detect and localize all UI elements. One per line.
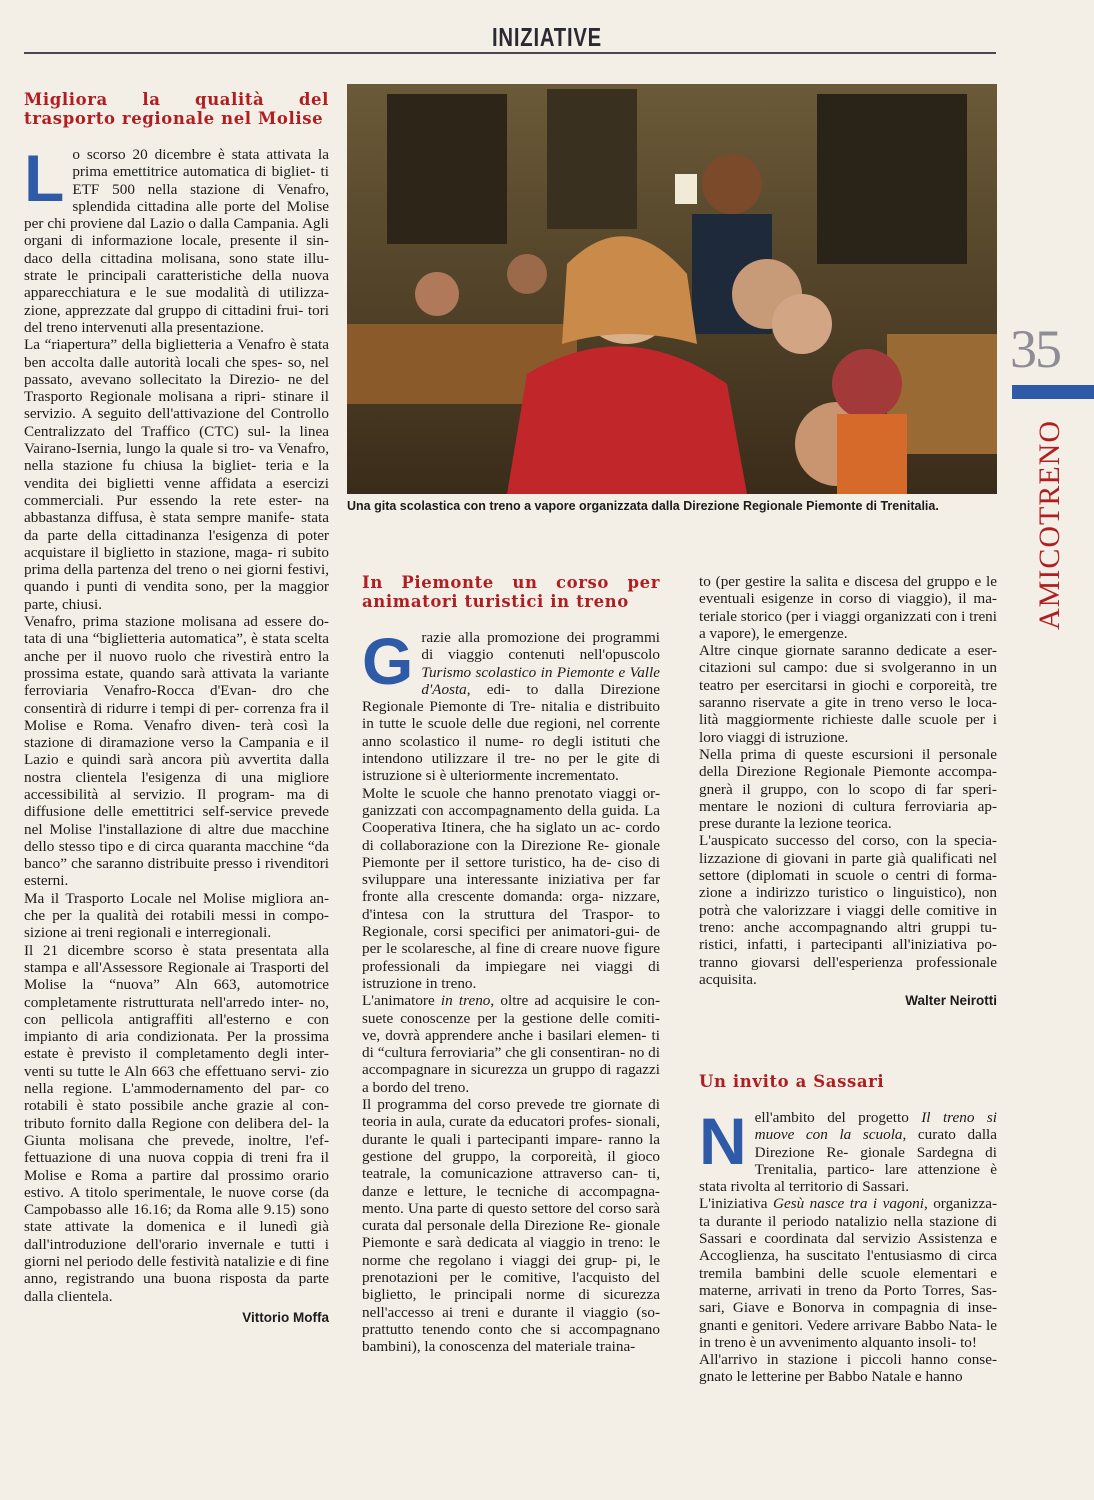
article-paragraph: Il programma del corso prevede tre giornate di teoria in aula, curate da educatori profes- sionali, durante le quali i partecipanti impare- ranno la gestione del gruppo, la corporeità, il gioco teatrale, la comunicazione attraverso can- ti, danze e letture, le tecniche di accompagna- mento. Una parte di questo settore del corso sarà curata dal personale della Direzione Re- gionale Piemonte e sarà dedicata al viaggio in treno: le norme che regolano i viaggi dei grup- pi, le prenotazioni per le comitive, l'acquisto del biglietto, le principali norme di sicurezza nell'accesso ai treni e durante il viaggio (so- prattutto tenendo conto che si accompagnano bambini), la conoscenza del materiale traina- <box>362 1096 660 1356</box>
page-number: 35 <box>1010 319 1060 379</box>
article-paragraph: Nella prima di queste escursioni il personale della Direzione Regionale Piemonte accompa- gnerà il gruppo, con lo scopo di far speri- mentare le nozioni di cultura ferroviaria ap- prese durante la lezione teorica. <box>699 745 997 833</box>
article-paragraph: Venafro, prima stazione molisana ad essere do- tata di una “biglietteria automatica”, è stata scelta anche per il nuovo ruolo che rivestirà entro la prossima estate, quando sarà attivata la variante ferroviaria Venafro-Rocca d'Evan- dro che consentirà di ridurre i tempi di per- correnza fra il Molise e Roma. Venafro diven- terà così la stazione di diramazione verso la Campania e il Lazio e quindi sarà ancora più avvertita dalla nostra clientela l'esigenza di una migliore accessibilità al servizio. Il program- ma di diffusione delle emettitrici self-service prevede nel Molise l'installazione di altre due macchine dello stesso tipo e di circa quaranta macchine “da banco” che saranno distribuite presso i rivenditori esterni. <box>24 613 329 890</box>
author-signature: Vittorio Moffa <box>242 1309 329 1325</box>
photo-caption: Una gita scolastica con treno a vapore organizzata dalla Direzione Regionale Piemonte di Trenitalia. <box>347 499 939 513</box>
article-paragraph: Ma il Trasporto Locale nel Molise migliora an- che per la qualità dei rotabili messi in compo- sizione ai treni regionali e interregionali. <box>24 889 329 942</box>
article-paragraph: L'auspicato successo del corso, con la specia- lizzazione di giovani in parte già qualificati nel settore (diplomati in scuole o centri di forma- zione a indirizzo turistico o linguistico), non potrà che valorizzare i viaggi delle comitive in treno: anche accompagnando altri gruppi tu- ristici, infatti, i partecipanti all'iniziativa po- tranno giovarsi dell'esperienza professionale acquisita. <box>699 832 997 988</box>
article-paragraph: Lo scorso 20 dicembre è stata attivata la prima emettitrice automatica di bigliet- ti ETF 500 nella stazione di Venafro, splendida cittadina alle porte del Molise per chi proviene dal Lazio o dalla Campania. Agli organi di informazione locale, presente il sin- daco della cittadina molisana, sono state illu- strate le principali caratteristiche della nuova apparecchiatura e le sue modalità di utilizza- zione, apprezzate dal gruppo di cittadini frui- tori del treno intervenuti alla presentazione. <box>24 141 329 336</box>
article-title: In Piemonte un corso per animatori turistici in treno <box>362 573 660 611</box>
article-paragraph: Nell'ambito del progetto Il treno si muove con la scuola, curato dalla Direzione Re- gionale Sardegna di Trenitalia, partico- lare attenzione è stata rivolta al territorio di Sassari. <box>699 1104 998 1196</box>
author-signature: Walter Neirotti <box>905 993 997 1009</box>
section-header: INIZIATIVE <box>492 22 602 52</box>
article-paragraph: to (per gestire la salita e discesa del gruppo e le eventuali esigenze in corso di viaggio), il ma- teriale storico (per i viaggi organizzati con i treni a vapore), le emergenze. <box>699 573 997 642</box>
article-paragraph: All'arrivo in stazione i piccoli hanno conse- gnato le letterine per Babbo Natale e hanno <box>699 1351 997 1386</box>
article-piemonte-col2 <box>699 573 997 1009</box>
article-paragraph: Grazie alla promozione dei programmi di viaggio contenuti nell'opuscolo Turismo scolastico in Piemonte e Valle d'Aosta, edi- to dalla Direzione Regionale Piemonte di Tre- nitalia e distribuito in tutte le scuole delle due regioni, nel corrente anno scolastico il nume- ro degli istituti che intendono utilizzare il tre- no per le gite di istruzione si è ulteriormente incrementato. <box>362 624 660 785</box>
drop-cap: L <box>24 141 65 215</box>
article-paragraph: Il 21 dicembre scorso è stata presentata alla stampa e all'Assessore Regionale ai Trasporti del Molise la “nuova” Aln 663, automotrice completamente ristrutturata nell'arredo inter- no, con pellicola antigraffiti all'esterno e con impianto di aria condizionata. Per la prossima estate è previsto il completamento degli inter- venti su tutte le Aln 663 che effettuano servi- zio nella regione. L'ammodernamento del par- co rotabili è stato possibile anche grazie al con- tributo fornito dalla Regione con delibera del- la Giunta molisana che prevede, inoltre, l'ef- fettuazione di una nuova coppia di treni fra il Molise e Roma a partire dal prossimo orario estivo. A titolo sperimentale, le nuove corse (da Campobasso alle 16.16; da Roma alle 9.15) sono state attivate la domenica e il lunedì già dall'introduzione dell'orario invernale e tutti i giorni nel periodo delle festività natalizie e di fine anno, registrando una buona risposta da parte dalla clientela. <box>24 941 329 1305</box>
article-sassari <box>699 1072 997 1386</box>
article-paragraph: La “riapertura” della biglietteria a Venafro è stata ben accolta dalle autorità locali che spes- so, nel passato, avevano sollecitato la Direzio- ne del Trasporto Regionale molisana a ripri- stinare il servizio. A seguito dell'attivazione del Controllo Centralizzato del Traffico (CTC) sul- la linea Vairano-Isernia, lungo la quale si tro- va Venafro, nella stazione fu chiusa la bigliet- teria e la vendita dei biglietti venne affidata a esercizi commerciali. Pur essendo la rete ester- na abbastanza diffusa, è stata sempre manife- stata da parte della cittadinanza l'esigenza di poter acquistare il biglietto in stazione, maga- ri subito prima della partenza del treno o nei giorni festivi, quando i punti di vendita sono, per la maggior parte, chiusi. <box>24 336 329 613</box>
side-accent-bar <box>1012 385 1094 399</box>
article-piemonte-col1 <box>362 573 660 1355</box>
article-title: Un invito a Sassari <box>699 1072 885 1091</box>
magazine-name-vertical: AMICOTRENO <box>1033 420 1066 630</box>
article-paragraph: Altre cinque giornate saranno dedicate a eser- citazioni sul campo: due si svolgeranno in un teatro per esercitarsi in giochi e corporeità, tre saranno riservate a gite in treno verso le loca- lità maggiormente richieste dalle scuole per i loro viaggi di istruzione. <box>699 642 997 746</box>
drop-cap: G <box>362 624 414 698</box>
article-title: Migliora la qualità del trasporto regionale nel Molise <box>24 90 329 128</box>
article-paragraph: L'animatore in treno, oltre ad acquisire le con- suete conoscenze per la gestione delle comiti- ve, dovrà apprendere anche i basilari elemen- ti di “cultura ferroviaria” che gli consentiran- no di accompagnare in sicurezza un gruppo di ragazzi a bordo del treno. <box>362 992 661 1096</box>
article-paragraph: Molte le scuole che hanno prenotato viaggi or- ganizzati con accompagnamento della guida. La Cooperativa Itinera, che ha siglato un ac- cordo di collaborazione con la Direzione Re- gionale Piemonte per il settore turistico, ha de- ciso di sviluppare una interessante iniziativa per far fronte alla crescente domanda: orga- nizzare, d'intesa con la struttura del Traspor- to Regionale, corsi specifici per animatori-gui- de per le scolaresche, al fine di creare nuove figure professionali da impiegare nei viaggi di istruzione in treno. <box>362 784 660 992</box>
header-rule <box>24 52 996 54</box>
article-molise <box>24 90 329 1326</box>
drop-cap: N <box>699 1104 747 1178</box>
photo-illustration <box>347 84 997 494</box>
article-paragraph: L'iniziativa Gesù nasce tra i vagoni, organizza- ta durante il periodo natalizio nella stazione di Sassari e coordinata dal servizio Assistenza e Accoglienza, ha suscitato l'entusiasmo di circa tremila bambini delle scuole elementari e materne, arrivati in treno da Porto Torres, Sas- sari, Giave e Bonorva in compagnia di inse- gnanti e genitori. Vedere arrivare Babbo Nata- le in treno è un avvenimento alquanto insoli- to! <box>699 1195 998 1351</box>
photo-school-trip <box>347 84 997 494</box>
